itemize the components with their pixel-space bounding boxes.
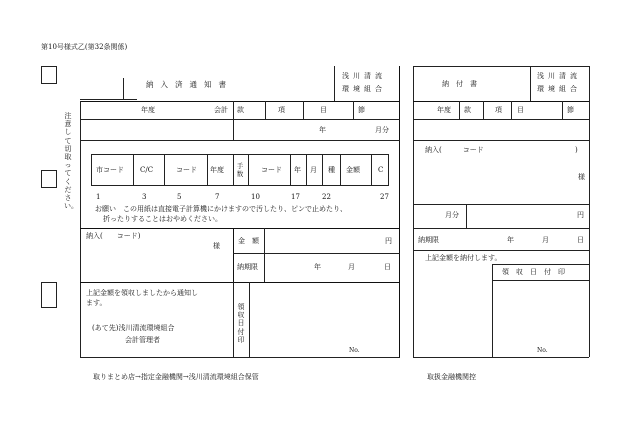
right-deadline-month: 月 — [542, 236, 549, 244]
code-num: 5 — [177, 193, 182, 201]
left-issuer-1: 浅川清流 — [342, 72, 386, 80]
left-payer-sama: 様 — [213, 242, 220, 250]
right-frame-left — [413, 66, 414, 357]
code-col-label: 手数 — [236, 162, 244, 179]
code-num: 17 — [291, 193, 300, 201]
title-underline — [80, 99, 137, 100]
code-col-label: 種 — [328, 166, 335, 174]
left-issuer-2: 環境組合 — [342, 85, 386, 93]
right-stamp-divider — [492, 264, 493, 357]
amount-row-bottom — [233, 253, 400, 254]
code-num: 7 — [215, 193, 220, 201]
frame-right — [399, 66, 400, 357]
right-deadline-year: 年 — [507, 236, 514, 244]
period-bottom — [80, 140, 400, 141]
code-col-label: C — [378, 166, 384, 174]
deadline-row-bottom — [80, 282, 400, 283]
col-divider — [265, 101, 266, 119]
col-divider — [511, 101, 512, 119]
code-col-label: C/C — [140, 166, 154, 174]
right-kan: 款 — [464, 106, 471, 114]
receipt-msg-2: ます。 — [86, 299, 107, 307]
left-amount-label: 金 額 — [238, 237, 259, 245]
right-period-divider — [466, 204, 467, 228]
stamp-label-divider — [249, 282, 250, 357]
col-divider — [353, 101, 354, 119]
manager: 会計管理者 — [125, 336, 160, 344]
issuer-divider — [334, 66, 335, 101]
code-col-label: 金額 — [346, 166, 360, 174]
right-yen: 円 — [577, 211, 584, 219]
left-footer: 取りまとめ店→指定金融機関→浅川清流環境組合保管 — [93, 373, 259, 381]
punch-square-top — [41, 66, 57, 84]
left-account: 会計 — [214, 106, 228, 114]
header-bottom — [80, 119, 400, 120]
right-no-label: No. — [537, 347, 548, 354]
right-stamp-label-bottom — [492, 280, 589, 281]
code-col-divider — [340, 154, 341, 186]
col-divider — [483, 101, 484, 119]
notice-line-2: 折ったりすることはおやめください。 — [103, 215, 222, 223]
receipt-msg-1: 上記金額を領収しましたから通知し — [86, 289, 198, 297]
right-payer-paren: ) — [575, 146, 578, 154]
frame-bottom — [80, 357, 400, 358]
code-col-divider — [133, 154, 134, 186]
frame-top — [80, 101, 400, 102]
left-setsu: 節 — [358, 106, 365, 114]
code-num: 27 — [380, 193, 389, 201]
left-deadline-label: 納期限 — [237, 263, 258, 271]
right-deadline-day: 日 — [577, 236, 584, 244]
addressee: (あて先)浅川清流環境組合 — [92, 324, 175, 332]
left-moku: 目 — [320, 106, 327, 114]
left-kan: 款 — [237, 106, 244, 114]
amount-label-divider — [264, 228, 265, 282]
right-payer-label: 納入( コード — [425, 146, 484, 154]
code-col-divider — [290, 154, 291, 186]
amount-divider — [233, 228, 234, 282]
code-col-label: コード — [261, 166, 282, 174]
left-deadline-month: 月 — [348, 263, 355, 271]
left-no-label: No. — [349, 347, 360, 354]
right-payer-sama: 様 — [578, 173, 585, 181]
lower-top — [80, 228, 400, 229]
left-fiscal-year: 年度 — [141, 106, 155, 114]
code-col-label: 年度 — [210, 166, 224, 174]
code-col-divider — [322, 154, 323, 186]
code-num: 3 — [142, 193, 147, 201]
right-fiscal-year: 年度 — [437, 106, 451, 114]
code-num: 10 — [251, 193, 260, 201]
right-period-row-bottom — [413, 140, 589, 141]
left-payer-label: 納入( コード) — [86, 232, 141, 240]
code-col-divider — [371, 154, 372, 186]
notice-line-1: お願い この用紙は直接電子計算機にかけますので汚したり、ピンで止めたり、 — [95, 205, 347, 213]
right-frame-top — [413, 66, 589, 67]
col-divider — [303, 101, 304, 119]
left-deadline-day: 日 — [384, 263, 391, 271]
side-note: 注意して切取ってください。 — [64, 112, 78, 211]
code-col-label: コード — [176, 166, 197, 174]
right-moku: 目 — [517, 106, 524, 114]
punch-square-bottom — [41, 282, 57, 308]
code-num: 1 — [96, 193, 101, 201]
right-issuer-2: 環境組合 — [537, 85, 581, 93]
right-frame-right — [589, 66, 590, 357]
code-col-divider — [306, 154, 307, 186]
header-divider — [233, 101, 234, 140]
right-issuer-divider — [530, 66, 531, 101]
right-stamp-top — [492, 264, 589, 265]
col-divider — [459, 101, 460, 119]
punch-square-middle — [41, 170, 57, 188]
code-col-divider — [164, 154, 165, 186]
left-amount-unit: 円 — [385, 237, 392, 245]
right-period-label: 月分 — [445, 211, 459, 219]
left-ko: 項 — [278, 106, 285, 114]
right-issuer-1: 浅川清流 — [537, 72, 581, 80]
code-col-divider — [248, 154, 249, 186]
left-period-year: 年 — [319, 126, 326, 134]
right-deadline-row-top — [413, 228, 589, 229]
right-frame-bottom — [413, 357, 589, 358]
left-stamp-label: 領収日付印 — [237, 303, 245, 344]
title-divider — [123, 78, 124, 99]
code-col-label: 市コード — [96, 166, 124, 174]
right-pay-msg: 上記金額を納付します。 — [425, 254, 502, 262]
code-col-divider — [233, 154, 234, 186]
form-label: 第10号様式乙(第32条関係) — [41, 43, 128, 51]
code-col-label: 年 — [294, 166, 301, 174]
col-divider — [562, 101, 563, 119]
right-setsu: 節 — [567, 106, 574, 114]
right-ko: 項 — [495, 106, 502, 114]
right-stamp-label: 領収日付印 — [502, 268, 572, 276]
right-header-bottom — [413, 119, 589, 120]
right-footer: 取扱金融機関控 — [427, 373, 476, 381]
code-col-label: 月 — [310, 166, 317, 174]
left-deadline-year: 年 — [314, 263, 321, 271]
code-col-divider — [207, 154, 208, 186]
code-num: 22 — [322, 193, 331, 201]
right-deadline-row-bottom — [413, 250, 589, 251]
stamp-divider — [233, 282, 234, 357]
right-deadline-label: 納期限 — [418, 236, 439, 244]
left-title: 納入済通知書 — [146, 80, 233, 89]
right-yen-row-top — [413, 204, 589, 205]
right-title: 納付書 — [442, 80, 484, 88]
left-period-month: 月分 — [375, 126, 389, 134]
